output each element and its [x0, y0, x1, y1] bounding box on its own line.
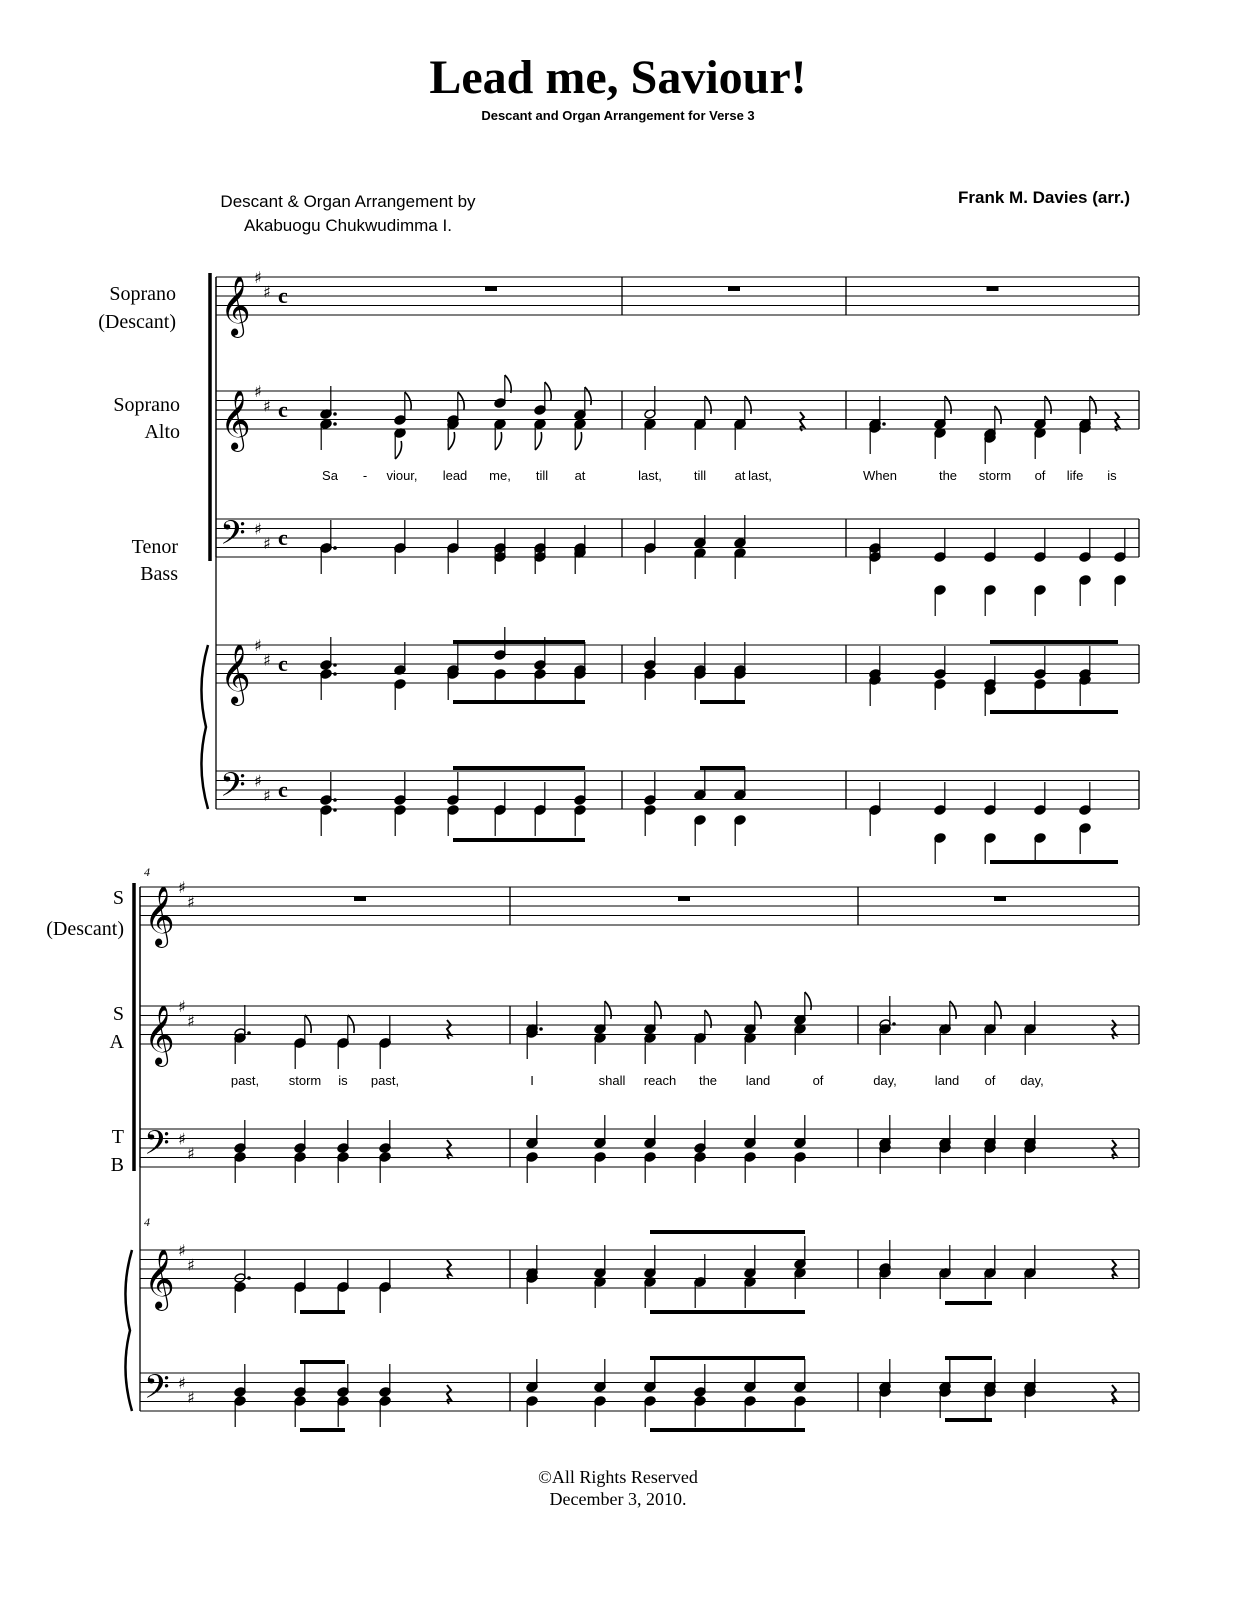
treble-clef: 𝄞 — [144, 886, 175, 946]
label-tb-s2-1: T — [111, 1126, 124, 1148]
note-flag — [805, 992, 811, 1010]
note-flag — [1045, 396, 1051, 414]
lyric-syllable: the — [938, 468, 958, 483]
page-subtitle: Descant and Organ Arrangement for Verse 3 — [481, 108, 755, 123]
staff — [216, 636, 1139, 706]
note-flag — [505, 375, 511, 393]
staff — [140, 1369, 1139, 1415]
label-tb-2: Bass — [140, 563, 178, 585]
dot — [333, 412, 337, 416]
bass-clef: 𝄢 — [220, 514, 246, 561]
lyric-syllable: past, — [370, 1073, 400, 1088]
note-flag — [575, 432, 581, 450]
lyric-syllable: storm — [978, 468, 1012, 483]
label-descant-s2-1: S — [112, 887, 124, 909]
lyric-syllable: of — [1034, 468, 1046, 483]
treble-clef: 𝄞 — [220, 276, 251, 336]
whole-rest — [678, 897, 690, 902]
sharp-sign: ♯ — [178, 1373, 186, 1393]
sharp-sign: ♯ — [187, 1011, 195, 1031]
dot — [882, 422, 886, 426]
lyric-syllable: land — [934, 1073, 960, 1088]
treble-clef: 𝄞 — [144, 1249, 175, 1309]
label-sa-s2-1: S — [112, 1003, 124, 1025]
sharp-sign: ♯ — [263, 282, 271, 302]
notation — [125, 268, 1139, 1430]
note-flag — [950, 1001, 956, 1019]
lyric-syllable: at — [734, 468, 746, 483]
footer — [0, 1466, 1236, 1510]
label-sa-1: Soprano — [113, 394, 180, 416]
arranger-line-1: Descant & Organ Arrangement by — [220, 192, 476, 211]
note-flag — [945, 396, 951, 414]
sharp-sign: ♯ — [254, 771, 262, 791]
whole-rest — [987, 287, 999, 292]
lyric-syllable: day, — [873, 1073, 897, 1088]
label-tb-s2-2: B — [110, 1154, 124, 1176]
whole-rest — [354, 897, 366, 902]
sharp-sign: ♯ — [263, 650, 271, 670]
quarter-rest — [1115, 412, 1119, 431]
treble-clef: 𝄞 — [220, 390, 251, 450]
note-flag — [585, 387, 591, 405]
common-time: c — [278, 651, 288, 676]
sharp-sign: ♯ — [178, 1241, 186, 1260]
lyric-syllable: shall — [598, 1073, 626, 1088]
sharp-sign: ♯ — [187, 1255, 195, 1275]
lyric-syllable: last, — [638, 468, 662, 483]
composer-credit: Frank M. Davies (arr.) — [958, 188, 1130, 207]
lyric-syllable: Sa — [322, 468, 338, 483]
note-flag — [605, 1001, 611, 1019]
lyric-syllable: is — [338, 1073, 348, 1088]
lyrics-system-1 — [322, 468, 1117, 483]
lyric-syllable: till — [535, 468, 549, 483]
sharp-sign: ♯ — [187, 1143, 195, 1163]
sharp-sign: ♯ — [178, 1129, 186, 1149]
common-time: c — [278, 525, 288, 550]
note-flag — [745, 396, 751, 414]
lyric-syllable: at — [574, 468, 586, 483]
lyric-syllable: lead — [442, 468, 468, 483]
sharp-sign: ♯ — [263, 396, 271, 416]
quarter-rest — [1112, 1140, 1116, 1159]
label-descant-1: Soprano — [109, 283, 176, 305]
whole-rest — [485, 287, 497, 292]
sharp-sign: ♯ — [254, 382, 262, 401]
label-sa-2: Alto — [144, 421, 180, 443]
measure-number-4-organ: 4 — [144, 1215, 150, 1229]
note-flag — [995, 406, 1001, 424]
lyric-syllable: reach — [643, 1073, 677, 1088]
bass-clef: 𝄢 — [144, 1368, 170, 1415]
label-descant-2: (Descant) — [98, 311, 176, 333]
lyric-syllable: last, — [748, 468, 772, 483]
note-flag — [705, 396, 711, 414]
whole-rest — [728, 287, 740, 292]
lyric-syllable: - — [362, 468, 368, 483]
bass-clef: 𝄢 — [220, 766, 246, 813]
sharp-sign: ♯ — [254, 636, 262, 655]
system — [125, 883, 1116, 1430]
organ-brace — [125, 1250, 132, 1411]
lyric-syllable: past, — [230, 1073, 260, 1088]
quarter-rest — [447, 1020, 451, 1039]
lyric-syllable: day, — [1020, 1073, 1044, 1088]
note-flag — [348, 1015, 354, 1033]
note-flag — [655, 1001, 661, 1019]
sharp-sign: ♯ — [178, 997, 186, 1016]
treble-clef: 𝄞 — [144, 1005, 175, 1065]
bass-clef: 𝄢 — [144, 1124, 170, 1171]
treble-clef: 𝄞 — [220, 644, 251, 704]
lyric-syllable: storm — [288, 1073, 322, 1088]
lyric-syllable: of — [984, 1073, 996, 1088]
staff — [216, 515, 1139, 561]
note-flag — [305, 1015, 311, 1033]
dot — [539, 1027, 543, 1031]
staff — [140, 1125, 1139, 1171]
label-sa-s2-2: A — [109, 1031, 124, 1053]
note-flag — [995, 1001, 1001, 1019]
footer-date: December 3, 2010. — [549, 1489, 687, 1509]
staff — [140, 878, 1139, 948]
whole-rest — [994, 897, 1006, 902]
quarter-rest — [800, 412, 804, 431]
common-time: c — [278, 777, 288, 802]
measure-number-4: 4 — [144, 865, 150, 879]
common-time: c — [278, 397, 288, 422]
note-flag — [755, 1001, 761, 1019]
organ-brace — [201, 645, 208, 809]
lyric-syllable: is — [1107, 468, 1117, 483]
staff — [216, 767, 1139, 813]
lyric-syllable: till — [693, 468, 707, 483]
label-descant-s2-2: (Descant) — [46, 918, 124, 940]
lyric-syllable: me, — [489, 468, 511, 483]
rights-notice: ©All Rights Reserved — [538, 1467, 698, 1487]
staff — [216, 268, 1139, 338]
lyric-syllable: When — [863, 468, 897, 483]
sharp-sign: ♯ — [263, 785, 271, 805]
sharp-sign: ♯ — [178, 878, 186, 897]
page-title: Lead me, Saviour! — [429, 51, 807, 104]
lyric-syllable: life — [1066, 468, 1084, 483]
note-flag — [448, 432, 454, 450]
sharp-sign: ♯ — [254, 268, 262, 287]
arranger-line-2: Akabuogu Chukwudimma I. — [244, 216, 452, 235]
common-time: c — [278, 283, 288, 308]
note-flag — [495, 432, 501, 450]
quarter-rest — [447, 1140, 451, 1159]
dot — [333, 422, 337, 426]
lyric-syllable: land — [745, 1073, 771, 1088]
quarter-rest — [1112, 1020, 1116, 1039]
sharp-sign: ♯ — [187, 892, 195, 912]
note-flag — [535, 432, 541, 450]
system — [201, 273, 1126, 864]
note-flag — [395, 441, 401, 459]
sharp-sign: ♯ — [263, 533, 271, 553]
lyric-syllable: of — [812, 1073, 824, 1088]
lyrics-system-2 — [231, 1073, 1044, 1088]
lyric-syllable: I — [530, 1073, 534, 1088]
sharp-sign: ♯ — [187, 1387, 195, 1407]
sharp-sign: ♯ — [254, 519, 262, 539]
label-tb-1: Tenor — [131, 536, 178, 558]
lyric-syllable: viour, — [386, 468, 418, 483]
note-flag — [1090, 396, 1096, 414]
lyric-syllable: the — [698, 1073, 718, 1088]
